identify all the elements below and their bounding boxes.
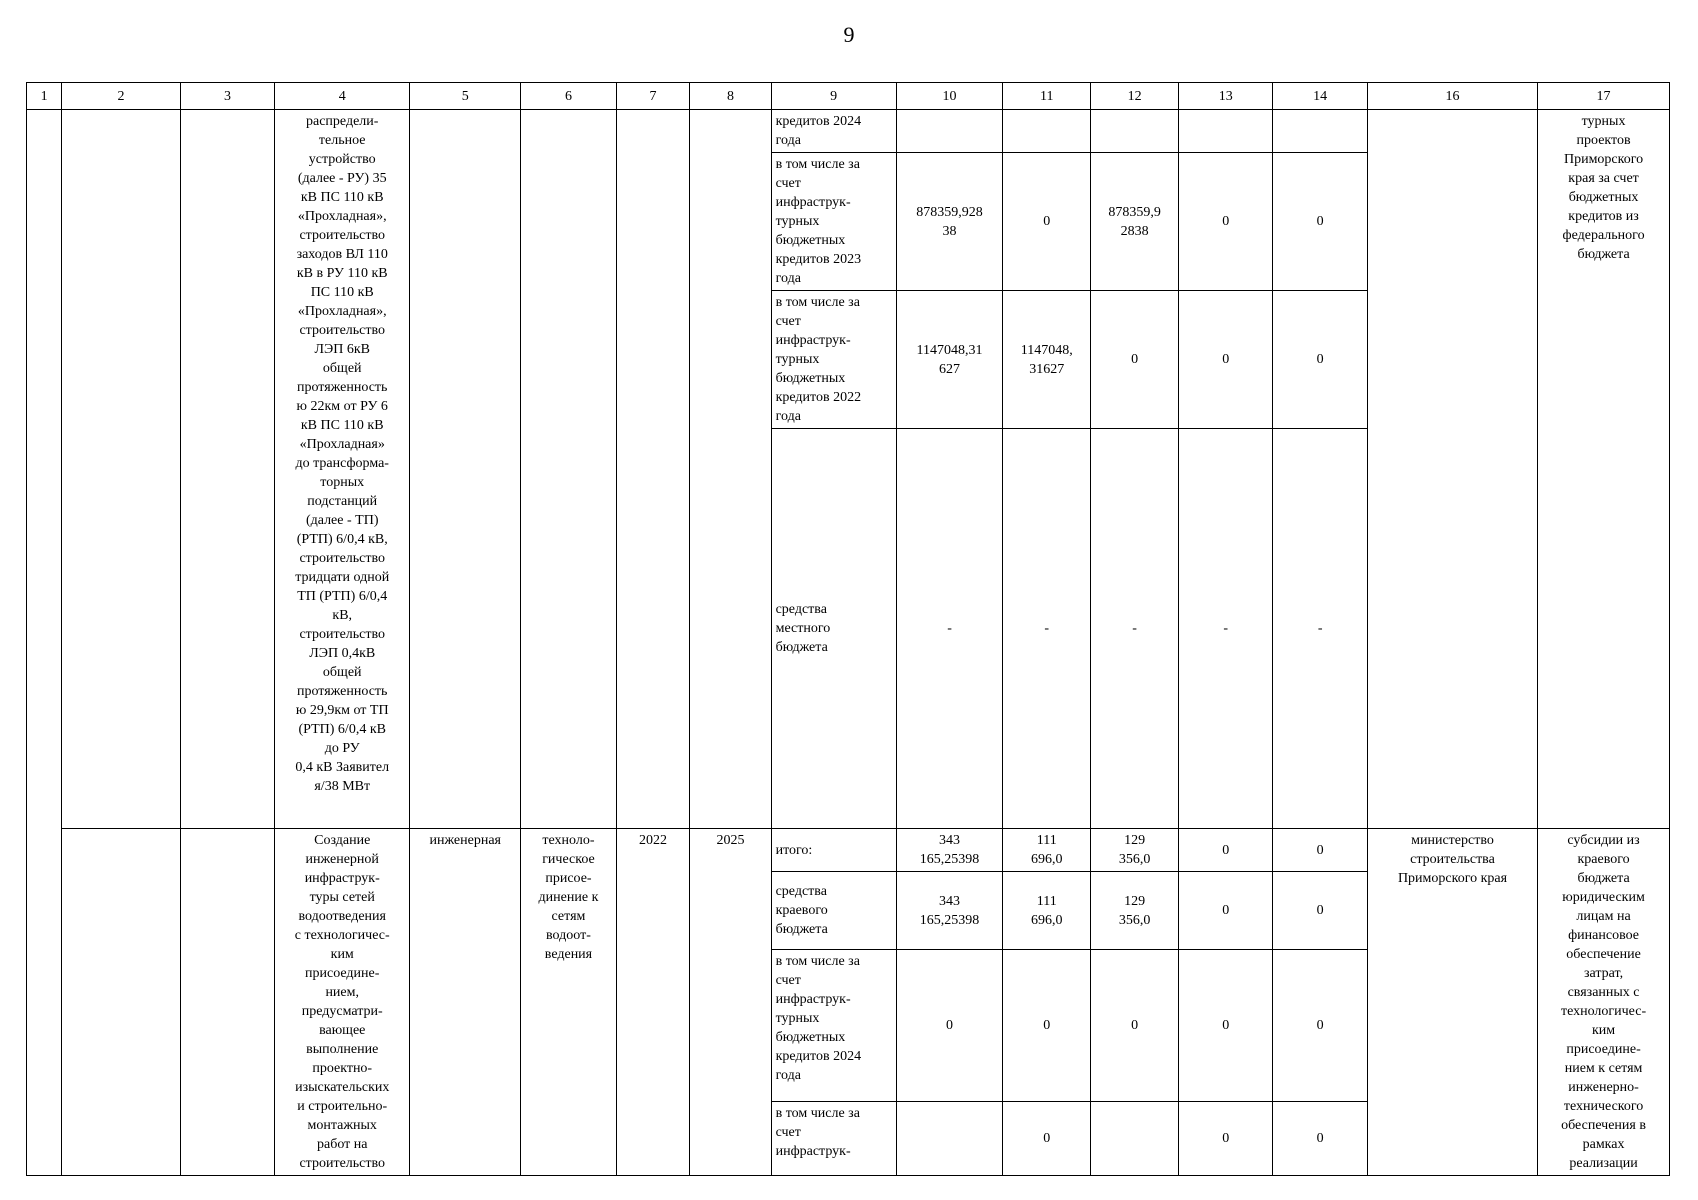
value-col10: 1147048,31 627 — [896, 291, 1003, 429]
value-col12 — [1091, 110, 1179, 153]
value-col10: 0 — [896, 950, 1003, 1102]
column-number: 4 — [275, 83, 410, 110]
cell-col5 — [410, 110, 521, 829]
value-col13: 0 — [1179, 829, 1273, 872]
value-col11: - — [1003, 429, 1091, 829]
executor-cell — [1367, 110, 1537, 829]
value-col12: 129 356,0 — [1091, 872, 1179, 950]
purpose-cell: турных проектов Приморского края за счет бюджетных кредитов из федерального бюджета — [1538, 110, 1670, 829]
column-number: 5 — [410, 83, 521, 110]
value-col11: 0 — [1003, 950, 1091, 1102]
column-number: 12 — [1091, 83, 1179, 110]
value-col14: 0 — [1273, 291, 1367, 429]
start-year: 2022 — [616, 829, 690, 1176]
value-col14: 0 — [1273, 872, 1367, 950]
funding-source: в том числе за счет инфраструк- — [771, 1102, 896, 1176]
column-number: 3 — [180, 83, 274, 110]
funding-source: в том числе за счет инфраструк- турных бюджетных кредитов 2023 года — [771, 153, 896, 291]
column-number: 11 — [1003, 83, 1091, 110]
value-col13: 0 — [1179, 1102, 1273, 1176]
cell-col2 — [62, 110, 181, 829]
funding-source: средства местного бюджета — [771, 429, 896, 829]
column-number: 1 — [27, 83, 62, 110]
funding-source: итого: — [771, 829, 896, 872]
value-col11: 111 696,0 — [1003, 872, 1091, 950]
cell-col1 — [27, 110, 62, 1176]
end-year: 2025 — [690, 829, 771, 1176]
value-col14 — [1273, 110, 1367, 153]
cell-col7 — [616, 110, 690, 829]
value-col14: 0 — [1273, 829, 1367, 872]
page-number: 9 — [843, 22, 855, 47]
column-number: 8 — [690, 83, 771, 110]
table-row — [27, 829, 1670, 872]
purpose-cell: субсидии из краевого бюджета юридическим лицам на финансовое обеспечение затрат, связанных с технологичес- ким присоедине- нием к сетям инженерно- технического обеспечения в рамках реализации — [1538, 829, 1670, 1176]
value-col14: - — [1273, 429, 1367, 829]
value-col14: 0 — [1273, 1102, 1367, 1176]
value-col13: 0 — [1179, 291, 1273, 429]
funding-source: средства краевого бюджета — [771, 872, 896, 950]
cell-col3 — [180, 829, 274, 1176]
value-col13 — [1179, 110, 1273, 153]
value-col10 — [896, 1102, 1003, 1176]
funding-source: кредитов 2024 года — [771, 110, 896, 153]
value-col14: 0 — [1273, 153, 1367, 291]
column-number: 2 — [62, 83, 181, 110]
cell-col8 — [690, 110, 771, 829]
value-col13: 0 — [1179, 153, 1273, 291]
value-col12: 0 — [1091, 950, 1179, 1102]
column-number: 13 — [1179, 83, 1273, 110]
value-col11: 111 696,0 — [1003, 829, 1091, 872]
cell-col2 — [62, 829, 181, 1176]
value-col12: 129 356,0 — [1091, 829, 1179, 872]
funding-source: в том числе за счет инфраструк- турных бюджетных кредитов 2024 года — [771, 950, 896, 1102]
object-description: распредели- тельное устройство (далее - РУ) 35 кВ ПС 110 кВ «Прохладная», строительство заходов ВЛ 110 кВ в РУ 110 кВ ПС 110 кВ «Прохладная», строительство ЛЭП 6кВ общей протяженность ю 22км от РУ 6 кВ ПС 110 кВ «Прохладная» до трансформа- торных подстанций (далее - ТП) (РТП) 6/0,4 кВ, строительство тридцати одной ТП (РТП) 6/0,4 кВ, строительство ЛЭП 0,4кВ общей протяженность ю 29,9км от ТП (РТП) 6/0,4 кВ до РУ 0,4 кВ Заявител я/38 МВт — [275, 110, 410, 829]
cell-col3 — [180, 110, 274, 829]
connection-type: техноло- гическое присое- динение к сетям водоот- ведения — [521, 829, 617, 1176]
column-number-row — [27, 83, 1670, 110]
value-col13: - — [1179, 429, 1273, 829]
executor-cell: министерство строительства Приморского края — [1367, 829, 1537, 1176]
value-col11: 1147048, 31627 — [1003, 291, 1091, 429]
value-col10: - — [896, 429, 1003, 829]
value-col10: 343 165,25398 — [896, 829, 1003, 872]
column-number: 7 — [616, 83, 690, 110]
column-number: 10 — [896, 83, 1003, 110]
value-col13: 0 — [1179, 950, 1273, 1102]
column-number: 9 — [771, 83, 896, 110]
column-number: 16 — [1367, 83, 1537, 110]
value-col11: 0 — [1003, 1102, 1091, 1176]
financing-table — [26, 82, 1670, 1176]
value-col14: 0 — [1273, 950, 1367, 1102]
value-col10 — [896, 110, 1003, 153]
cell-col6 — [521, 110, 617, 829]
funding-source: в том числе за счет инфраструк- турных бюджетных кредитов 2022 года — [771, 291, 896, 429]
value-col10: 878359,928 38 — [896, 153, 1003, 291]
infrastructure-type: инженерная — [410, 829, 521, 1176]
value-col12: 0 — [1091, 291, 1179, 429]
table-row — [27, 110, 1670, 153]
column-number: 6 — [521, 83, 617, 110]
column-number: 14 — [1273, 83, 1367, 110]
value-col11 — [1003, 110, 1091, 153]
value-col13: 0 — [1179, 872, 1273, 950]
column-number: 17 — [1538, 83, 1670, 110]
value-col11: 0 — [1003, 153, 1091, 291]
value-col10: 343 165,25398 — [896, 872, 1003, 950]
object-description: Создание инженерной инфраструк- туры сетей водоотведения с технологичес- ким присоедине- нием, предусматри- вающее выполнение проектно- изыскательских и строительно- монтажных работ на строительство — [275, 829, 410, 1176]
value-col12: 878359,9 2838 — [1091, 153, 1179, 291]
value-col12: - — [1091, 429, 1179, 829]
value-col12 — [1091, 1102, 1179, 1176]
